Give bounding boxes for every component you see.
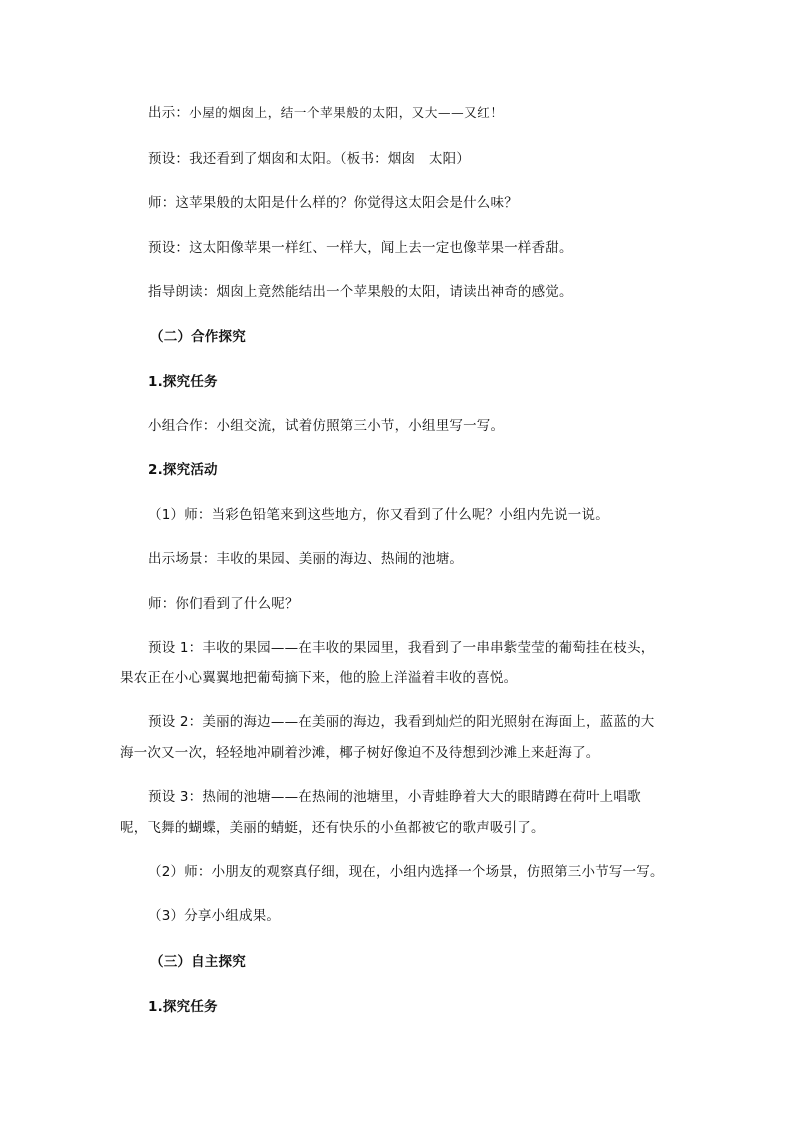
subsection-heading: 2.探究活动 (148, 462, 218, 478)
paragraph: 预设 3：热闹的池塘——在热闹的池塘里，小青蛙睁着大大的眼睛蹲在荷叶上唱歌 (148, 789, 641, 805)
paragraph-continuation: 海一次又一次，轻轻地冲刷着沙滩，椰子树好像迫不及待想到沙滩上来赶海了。 (120, 745, 600, 761)
paragraph: 指导朗读：烟囱上竟然能结出一个苹果般的太阳，请读出神奇的感觉。 (148, 284, 573, 300)
paragraph: 小组合作：小组交流，试着仿照第三小节，小组里写一写。 (148, 418, 505, 434)
paragraph: 预设 1：丰收的果园——在丰收的果园里，我看到了一串串紫莹莹的葡萄挂在枝头， (148, 640, 655, 656)
section-heading: （三）自主探究 (150, 954, 246, 970)
paragraph: 预设：这太阳像苹果一样红、一样大，闻上去一定也像苹果一样香甜。 (148, 240, 573, 256)
display-label: 出示： (148, 105, 190, 121)
paragraph-continuation: 呢，飞舞的蝴蝶，美丽的蜻蜓，还有快乐的小鱼都被它的歌声吸引了。 (120, 820, 545, 836)
section-heading: （二）合作探究 (150, 329, 246, 345)
paragraph: （2）师：小朋友的观察真仔细，现在，小组内选择一个场景，仿照第三小节写一写。 (148, 864, 664, 880)
display-line (148, 104, 504, 122)
subsection-heading: 1.探究任务 (148, 999, 218, 1015)
paragraph: 师：你们看到了什么呢？ (148, 596, 299, 612)
paragraph: 预设 2：美丽的海边——在美丽的海边，我看到灿烂的阳光照射在海面上，蓝蓝的大 (148, 714, 655, 730)
paragraph: 预设：我还看到了烟囱和太阳。（板书：烟囱 太阳） (148, 151, 471, 167)
paragraph: 师：这苹果般的太阳是什么样的？你觉得这太阳会是什么味？ (148, 195, 518, 211)
paragraph: 出示场景：丰收的果园、美丽的海边、热闹的池塘。 (148, 551, 464, 567)
paragraph: （1）师：当彩色铅笔来到这些地方，你又看到了什么呢？小组内先说一说。 (148, 507, 609, 523)
subsection-heading: 1.探究任务 (148, 374, 218, 390)
paragraph: （3）分享小组成果。 (148, 908, 281, 924)
poem-quote: 小屋的烟囱上，结一个苹果般的太阳，又大——又红！ (189, 105, 504, 120)
paragraph-continuation: 果农正在小心翼翼地把葡萄摘下来，他的脸上洋溢着丰收的喜悦。 (120, 670, 518, 686)
